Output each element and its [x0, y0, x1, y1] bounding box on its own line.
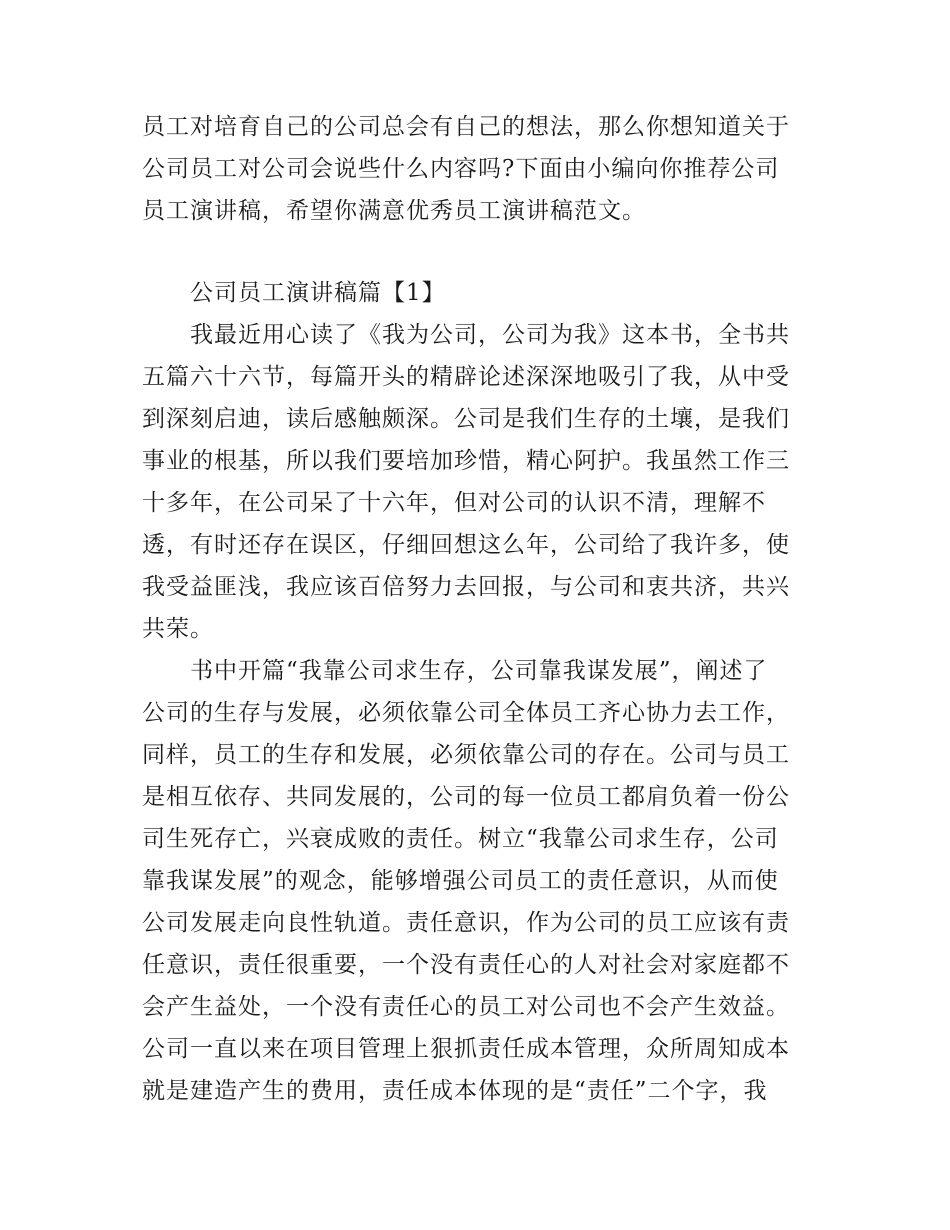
document-body	[142, 106, 814, 1112]
paragraph-line: 透，有时还存在误区，仔细回想这么年，公司给了我许多，使	[142, 532, 790, 558]
paragraph-line: 任意识，责任很重要，一个没有责任心的人对社会对家庭都不	[142, 952, 790, 978]
intro-line: 员工演讲稿，希望你满意优秀员工演讲稿范文。	[142, 198, 646, 224]
section-title: 公司员工演讲稿篇【1】	[190, 280, 446, 306]
paragraph-gap	[142, 232, 814, 272]
paragraph-line: 会产生益处，一个没有责任心的员工对公司也不会产生效益。	[142, 994, 790, 1020]
intro-paragraph	[142, 106, 814, 232]
body-paragraph-2	[142, 650, 814, 1112]
paragraph-line: 书中开篇“我靠公司求生存，公司靠我谋发展”，阐述了	[190, 658, 768, 684]
paragraph-line: 十多年，在公司呆了十六年，但对公司的认识不清，理解不	[142, 490, 766, 516]
paragraph-line: 靠我谋发展”的观念，能够增强公司员工的责任意识，从而使	[142, 868, 779, 894]
paragraph-line: 到深刻启迪，读后感触颇深。公司是我们生存的土壤，是我们	[142, 406, 790, 432]
paragraph-line: 共荣。	[142, 616, 214, 642]
intro-line: 公司员工对公司会说些什么内容吗?下面由小编向你推荐公司	[142, 156, 780, 182]
paragraph-line: 是相互依存、共同发展的，公司的每一位员工都肩负着一份公	[142, 784, 790, 810]
intro-line: 员工对培育自己的公司总会有自己的想法，那么你想知道关于	[142, 114, 790, 140]
paragraph-line: 公司发展走向良性轨道。责任意识，作为公司的员工应该有责	[142, 910, 790, 936]
paragraph-line: 公司的生存与发展，必须依靠公司全体员工齐心协力去工作，	[142, 700, 790, 726]
paragraph-line: 我受益匪浅，我应该百倍努力去回报，与公司和衷共济，共兴	[142, 574, 790, 600]
paragraph-line: 司生死存亡，兴衰成败的责任。树立“我靠公司求生存，公司	[142, 826, 779, 852]
paragraph-line: 就是建造产生的费用，责任成本体现的是“责任”二个字，我	[142, 1078, 768, 1104]
paragraph-line: 事业的根基，所以我们要培加珍惜，精心阿护。我虽然工作三	[142, 448, 790, 474]
body-paragraph-1	[142, 314, 814, 650]
paragraph-line: 五篇六十六节，每篇开头的精辟论述深深地吸引了我，从中受	[142, 364, 790, 390]
paragraph-line: 我最近用心读了《我为公司，公司为我》这本书，全书共	[190, 322, 790, 348]
paragraph-line: 公司一直以来在项目管理上狠抓责任成本管理，众所周知成本	[142, 1036, 790, 1062]
paragraph-line: 同样，员工的生存和发展，必须依靠公司的存在。公司与员工	[142, 742, 790, 768]
